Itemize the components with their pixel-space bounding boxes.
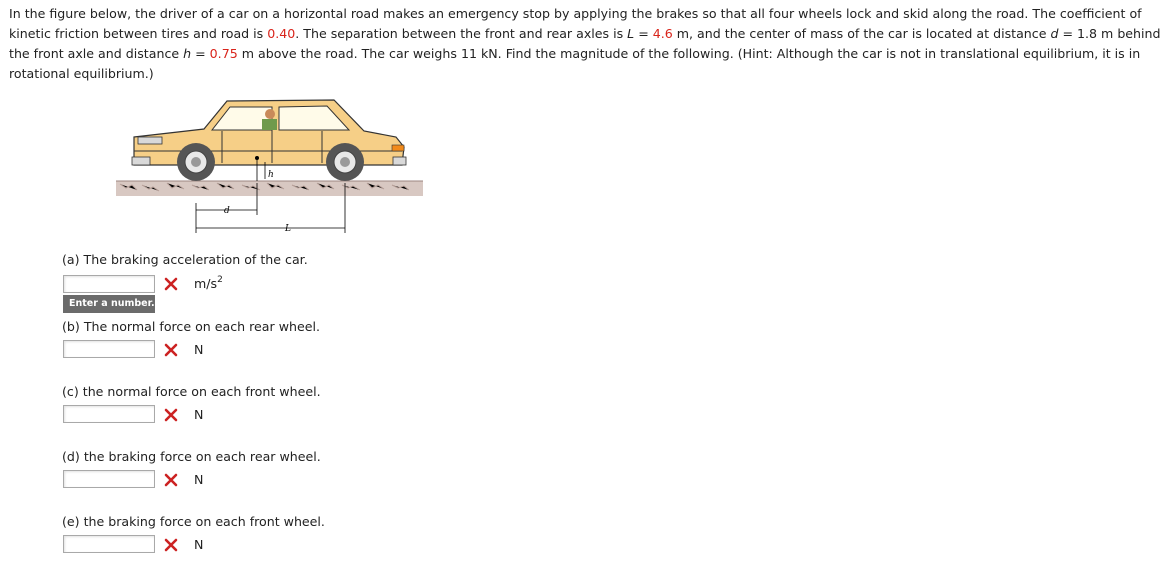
road-surface [116,181,423,196]
axle-separation-value: 4.6 [652,26,673,41]
enter-number-tooltip: Enter a number. [63,295,155,313]
x-mark-icon [164,473,178,487]
question-a: (a) The braking acceleration of the car. [62,252,308,267]
rear-wheel [177,143,215,181]
x-mark-icon [164,277,178,291]
question-b: (b) The normal force on each rear wheel. [62,319,320,334]
unit-a: $m/s^2$ [194,275,223,291]
question-e: (e) the braking force on each front wheel. [62,514,325,529]
cm-height-value: 0.75 [209,46,238,61]
answer-input-a[interactable] [63,275,155,293]
question-d: (d) the braking force on each rear wheel. [62,449,321,464]
unit-e: N [194,537,204,552]
answer-input-c[interactable] [63,405,155,423]
x-mark-icon [164,538,178,552]
answer-input-e[interactable] [63,535,155,553]
answer-input-b[interactable] [63,340,155,358]
car-illustration [112,95,427,237]
unit-c: N [194,407,204,422]
front-wheel [326,143,364,181]
x-mark-icon [164,343,178,357]
friction-coefficient-value: 0.40 [267,26,296,41]
x-mark-icon [164,408,178,422]
car-figure [112,95,427,237]
answer-input-d[interactable] [63,470,155,488]
question-c: (c) the normal force on each front wheel. [62,384,321,399]
unit-d: N [194,472,204,487]
label-h: h [268,170,274,180]
label-d: d [224,206,230,216]
problem-statement: In the figure below, the driver of a car on a horizontal road makes an emergency stop by applying the brakes so that all four wheels lock and skid along the road. The coefficient of kinetic friction between tires and road is 0.40. The separation between the front and rear axles is L = 4.6 m, and the center of mass of the car is located at distance d = 1.8 m behind the front axle and distance h = 0.75 m above the road. The car weighs 11 kN. Find the magnitude of the following. (Hint: Although the car is not in translational equilibrium, it is in rotational equilibrium.) [9,6,1161,81]
unit-b: N [194,342,204,357]
center-of-mass-dot [255,156,259,160]
label-L: L [285,224,291,234]
